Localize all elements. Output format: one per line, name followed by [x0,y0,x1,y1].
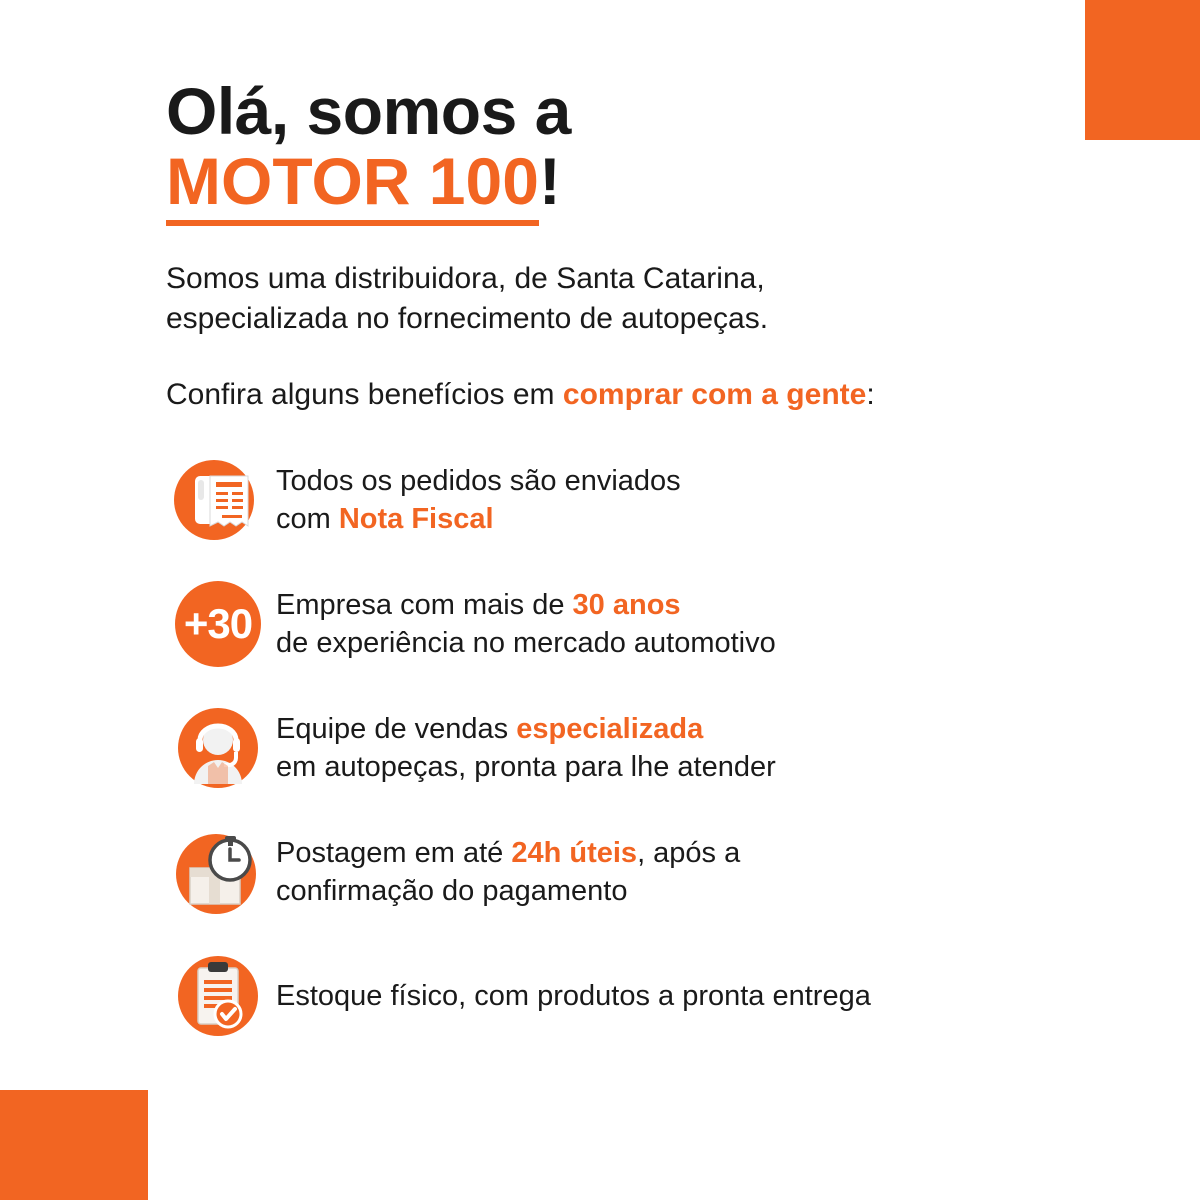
benefit-2-line-1-prefix: Empresa com mais de [276,589,573,622]
benefits-lead-prefix: Confira alguns benefícios em [166,378,563,412]
benefits-list [166,446,1126,1050]
benefit-2-highlight: 30 anos [572,589,681,622]
poster-content [166,74,1126,1066]
list-item-text [270,977,871,1015]
plus-30-badge-icon [166,574,270,674]
benefit-4-line-1-suffix: , após a [637,837,741,870]
benefits-lead-highlight: comprar com a gente [562,378,867,412]
brand-name: MOTOR 100 [166,144,539,226]
clipboard-check-icon [166,946,270,1046]
page-title: Olá, somos a [166,74,571,148]
list-item [166,570,1126,678]
benefit-4-line-1 [276,834,740,872]
benefit-4-line-2: confirmação do pagamento [276,875,628,908]
benefit-3-line-1 [276,710,776,748]
list-item-text [270,710,776,787]
benefit-2-line-2: de experiência no mercado automotivo [276,627,776,660]
list-item [166,446,1126,554]
badge-circle [175,581,261,667]
benefit-3-line-2: em autopeças, pronta para lhe atender [276,751,776,784]
benefit-2-line-1 [276,586,776,624]
benefits-lead-suffix: : [866,378,875,412]
benefits-lead [166,378,1126,412]
badge-label: +30 [183,600,253,648]
benefit-3-line-1-prefix: Equipe de vendas [276,713,517,746]
list-item [166,942,1126,1050]
headset-agent-icon [166,698,270,798]
list-item [166,818,1126,926]
list-item-text [270,586,776,663]
intro-line-2: especializada no fornecimento de autopeças. [166,301,769,335]
benefit-4-line-1-prefix: Postagem em até [276,837,512,870]
receipt-icon [166,450,270,550]
package-stopwatch-icon [166,822,270,922]
benefit-1-line-1: Todos os pedidos são enviados [276,465,681,498]
brand-title [166,144,1126,219]
benefit-1-line-2-prefix: com [276,503,339,536]
bottom-left-accent-square [0,1090,148,1200]
intro-paragraph [166,259,1126,339]
benefit-3-highlight: especializada [516,713,704,746]
list-item-text [270,834,740,911]
benefit-4-highlight: 24h úteis [511,837,638,870]
brand-exclamation: ! [538,144,561,219]
list-item [166,694,1126,802]
benefit-1-line-2 [276,500,681,538]
benefit-1-highlight: Nota Fiscal [338,503,494,536]
list-item-text [270,462,681,539]
intro-line-1: Somos uma distribuidora, de Santa Catarina, [166,261,765,295]
benefit-5-line-1: Estoque físico, com produtos a pronta entrega [276,980,871,1013]
